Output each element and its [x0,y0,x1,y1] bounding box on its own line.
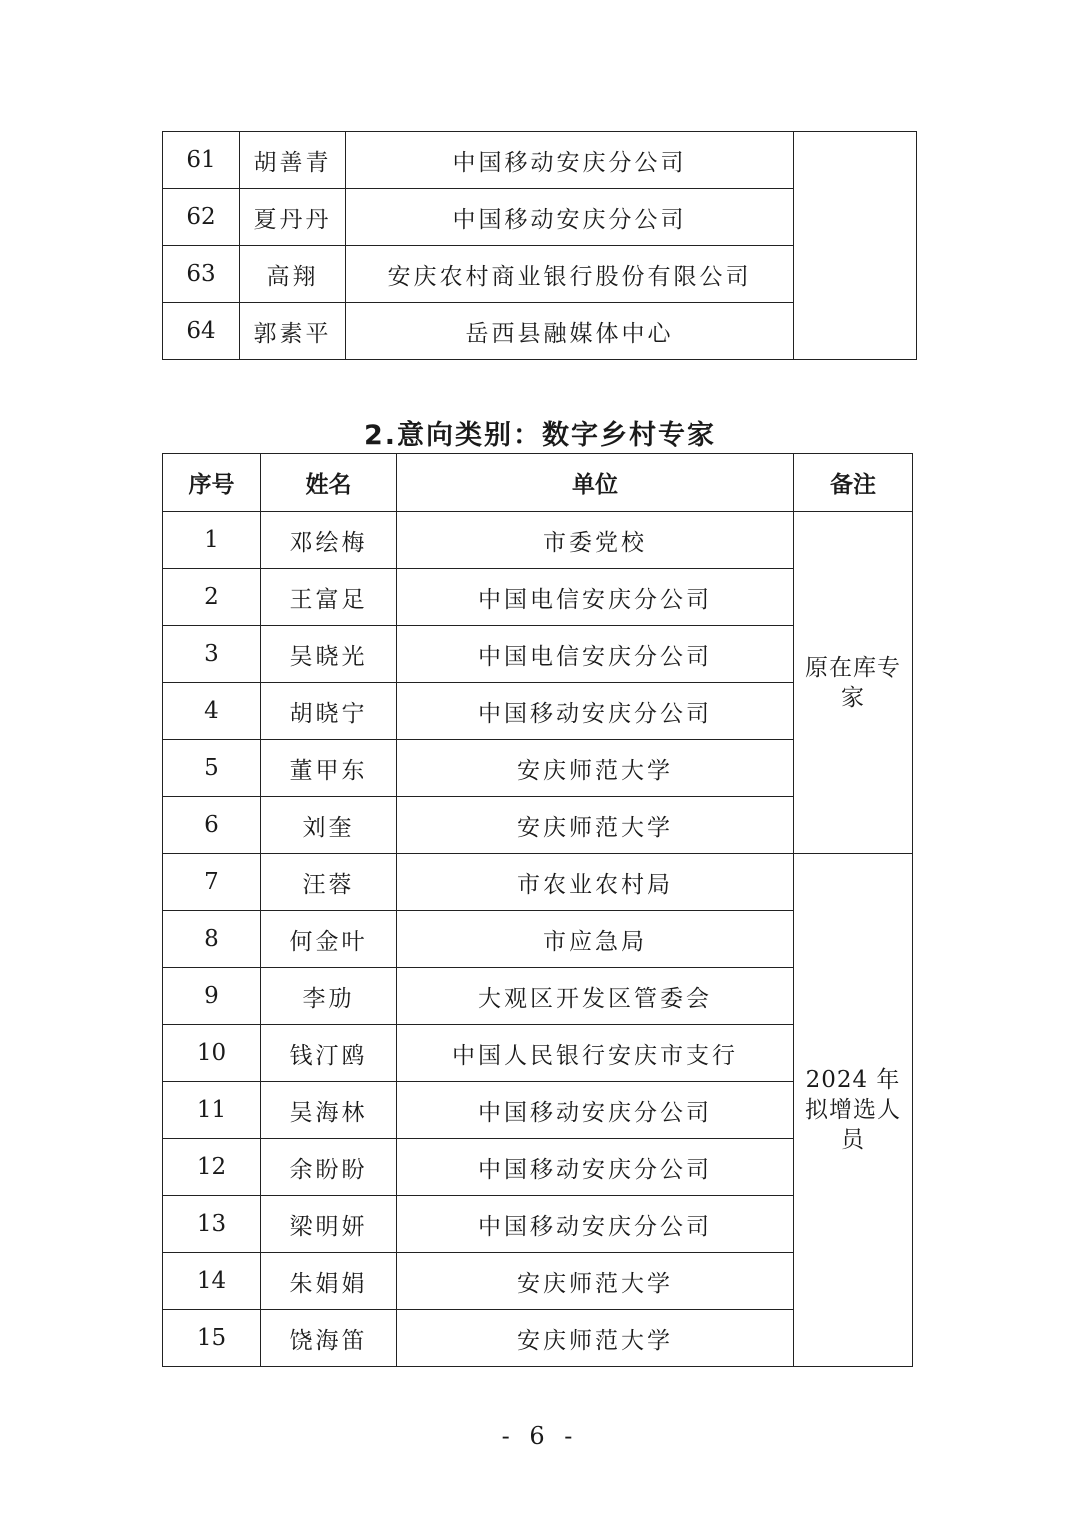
note-new-candidates [794,854,913,1367]
organization: 中国移动安庆分公司 [397,1196,794,1253]
row-number: 4 [163,683,261,740]
organization: 中国移动安庆分公司 [346,132,794,189]
organization: 市农业农村局 [397,854,794,911]
row-number: 64 [163,303,240,360]
organization: 中国移动安庆分公司 [397,683,794,740]
organization: 中国电信安庆分公司 [397,626,794,683]
row-number: 8 [163,911,261,968]
row-number: 1 [163,512,261,569]
person-name: 董甲东 [261,740,397,797]
organization: 中国移动安庆分公司 [346,189,794,246]
note-line-label: 拟增选人员 [805,1097,901,1153]
organization: 安庆师范大学 [397,740,794,797]
row-number: 3 [163,626,261,683]
organization: 安庆农村商业银行股份有限公司 [346,246,794,303]
row-number: 6 [163,797,261,854]
person-name: 汪蓉 [261,854,397,911]
continuation-table [162,131,917,360]
person-name: 吴海林 [261,1082,397,1139]
row-number: 15 [163,1310,261,1367]
row-number: 13 [163,1196,261,1253]
person-name: 夏丹丹 [240,189,346,246]
row-number: 63 [163,246,240,303]
header-name: 姓名 [261,454,397,512]
organization: 安庆师范大学 [397,1310,794,1367]
organization: 市委党校 [397,512,794,569]
row-number: 2 [163,569,261,626]
row-number: 11 [163,1082,261,1139]
table-header-row [163,454,913,512]
section-title: 2.意向类别：数字乡村专家 [363,420,717,451]
person-name: 朱娟娟 [261,1253,397,1310]
note-cell [794,132,917,360]
organization: 岳西县融媒体中心 [346,303,794,360]
header-unit: 单位 [397,454,794,512]
person-name: 吴晓光 [261,626,397,683]
organization: 安庆师范大学 [397,1253,794,1310]
person-name: 余盼盼 [261,1139,397,1196]
person-name: 何金叶 [261,911,397,968]
person-name: 饶海笛 [261,1310,397,1367]
person-name: 邓绘梅 [261,512,397,569]
organization: 市应急局 [397,911,794,968]
row-number: 10 [163,1025,261,1082]
note-existing-experts: 原在库专家 [794,512,913,854]
table-row [163,512,913,569]
person-name: 郭素平 [240,303,346,360]
person-name: 李劢 [261,968,397,1025]
organization: 中国移动安庆分公司 [397,1082,794,1139]
row-number: 7 [163,854,261,911]
person-name: 王富足 [261,569,397,626]
person-name: 高翔 [240,246,346,303]
organization: 中国人民银行安庆市支行 [397,1025,794,1082]
row-number: 61 [163,132,240,189]
table-row [163,854,913,911]
person-name: 刘奎 [261,797,397,854]
person-name: 胡善青 [240,132,346,189]
page-number: - 6 - [501,1422,579,1450]
row-number: 12 [163,1139,261,1196]
organization: 安庆师范大学 [397,797,794,854]
row-number: 62 [163,189,240,246]
digital-village-experts-table [162,453,913,1367]
person-name: 梁明妍 [261,1196,397,1253]
person-name: 钱汀鸥 [261,1025,397,1082]
header-num: 序号 [163,454,261,512]
organization: 中国电信安庆分公司 [397,569,794,626]
row-number: 14 [163,1253,261,1310]
row-number: 9 [163,968,261,1025]
organization: 中国移动安庆分公司 [397,1139,794,1196]
person-name: 胡晓宁 [261,683,397,740]
table-row [163,132,917,189]
header-note: 备注 [794,454,913,512]
row-number: 5 [163,740,261,797]
note-line-year: 2024 年 [805,1067,901,1093]
organization: 大观区开发区管委会 [397,968,794,1025]
